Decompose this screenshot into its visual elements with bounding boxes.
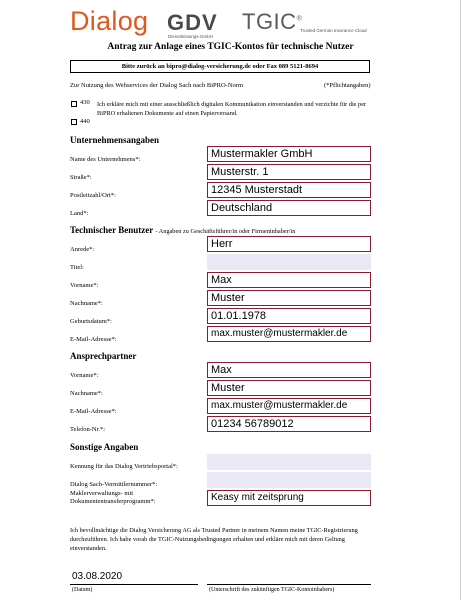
checkbox-440-number: 440 <box>80 118 90 125</box>
agent-number-label: Dialog Sach-Vermittlernummer*: <box>70 481 158 488</box>
company-name-label: Name des Unternehmens*: <box>70 156 141 163</box>
form-title: Antrag zur Anlage eines TGIC-Kontos für technische Nutzer <box>107 42 354 52</box>
signature-label: (Unterschrift des zukünftigen TGIC-Kontoinhabers) <box>209 587 335 593</box>
country-field[interactable]: Deutschland <box>207 200 371 216</box>
checkbox-440[interactable] <box>71 119 77 125</box>
dms-label-line1: Maklerverwaltungs- mit <box>70 490 133 497</box>
gdv-logo: GDV <box>167 10 218 35</box>
contact-phone-label: Telefon-Nr.*: <box>70 426 106 433</box>
street-label: Straße*: <box>70 174 92 181</box>
email-label: E-Mail-Adresse*: <box>70 336 117 343</box>
street-field[interactable]: Musterstr. 1 <box>207 164 371 180</box>
return-notice: Bitte zurück an bipro@dialog-versicherung.de oder Fax 089 5121-8694 <box>70 60 370 73</box>
date-line <box>70 584 198 585</box>
tgic-logo-subtitle: Trusted German Insurance Cloud <box>300 28 367 33</box>
checkbox-430[interactable] <box>71 101 77 107</box>
firstname-label: Vorname*: <box>70 282 99 289</box>
dms-field[interactable]: Keasy mit zeitsprung <box>207 490 371 506</box>
salutation-label: Anrede*: <box>70 246 95 253</box>
technical-user-subtitle: - Angaben zu Geschäftsführer/in oder Firmeninhaber/in <box>155 228 296 235</box>
firstname-field[interactable]: Max <box>207 272 371 288</box>
contact-phone-field[interactable]: 01234 56789012 <box>207 416 371 432</box>
birthdate-field[interactable]: 01.01.1978 <box>207 308 371 324</box>
signature-line <box>207 584 371 585</box>
title-label: Titel: <box>70 264 84 271</box>
tgic-logo-text: TGIC <box>242 9 297 34</box>
contact-email-label: E-Mail-Adresse*: <box>70 408 117 415</box>
date-label: (Datum) <box>72 587 93 593</box>
checkbox-430-number: 430 <box>80 99 90 106</box>
lastname-label: Nachname*: <box>70 300 103 307</box>
contact-lastname-field[interactable]: Muster <box>207 380 371 396</box>
portal-id-label: Kennung für das Dialog Vertriebsportal*: <box>70 463 178 470</box>
contact-lastname-label: Nachname*: <box>70 390 103 397</box>
consent-text: Ich erkläre mich mit einer ausschließlich digitalen Kommunikation einverstanden und verzichte für die per BiPRO erhaltenen Dokumente auf einen Papierversand. <box>97 101 367 117</box>
contact-email-field[interactable]: max.muster@mustermakler.de <box>207 398 371 414</box>
gdv-logo-subtitle: Dienstleistungs-GmbH <box>168 34 214 39</box>
contact-heading: Ansprechpartner <box>70 351 137 361</box>
contact-firstname-label: Vorname*: <box>70 372 99 379</box>
agent-number-field[interactable] <box>207 472 371 488</box>
required-note: (*Pflichtangaben) <box>324 82 371 89</box>
registered-mark: ® <box>296 15 303 23</box>
birthdate-label: Geburtsdatum*: <box>70 318 112 325</box>
tgic-logo <box>242 9 302 35</box>
portal-id-field[interactable] <box>207 454 371 470</box>
company-heading: Unternehmensangaben <box>70 135 160 145</box>
authorization-text: Ich bevollmächtige die Dialog Versicherung AG als Trusted Partner in meinem Namen meine TGIC-Registrierung durchzuführen. Ich habe vorab die TGIC-Nutzungsbedingungen erhalten und erkläre mich mit deren Geltung einverstanden. <box>70 527 358 552</box>
title-field[interactable] <box>207 254 371 270</box>
other-heading: Sonstige Angaben <box>70 442 139 452</box>
country-label: Land*: <box>70 210 89 217</box>
date-value[interactable]: 03.08.2020 <box>72 571 123 582</box>
lastname-field[interactable]: Muster <box>207 290 371 306</box>
email-field[interactable]: max.muster@mustermakler.de <box>207 326 371 342</box>
contact-firstname-field[interactable]: Max <box>207 362 371 378</box>
postal-city-label: Postleitzahl/Ort*: <box>70 192 116 199</box>
postal-city-field[interactable]: 12345 Musterstadt <box>207 182 371 198</box>
usage-note: Zur Nutzung des Webservices der Dialog Sach nach BiPRO-Norm <box>70 82 244 89</box>
technical-user-heading <box>70 225 295 235</box>
company-name-field[interactable]: Mustermakler GmbH <box>207 146 371 162</box>
salutation-field[interactable]: Herr <box>207 236 371 252</box>
dialog-logo: Dialog <box>70 6 149 36</box>
dms-label-line2: Dokumententransferprogramm*: <box>70 498 156 505</box>
technical-user-title: Technischer Benutzer <box>70 225 154 235</box>
